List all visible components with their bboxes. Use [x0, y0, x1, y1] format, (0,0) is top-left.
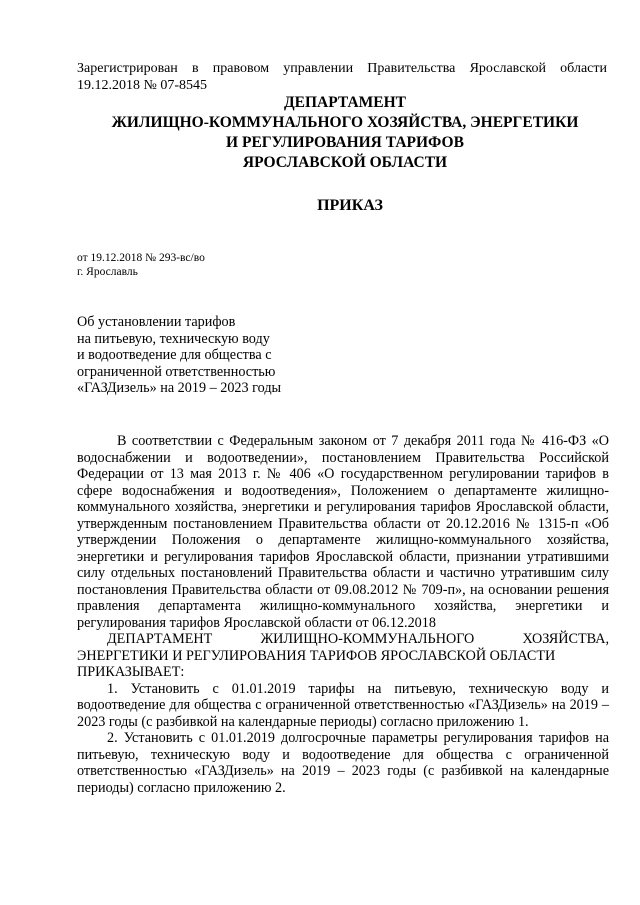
- subject-line: Об установлении тарифов: [77, 314, 236, 330]
- orders-heading-line: ПРИКАЗЫВАЕТ:: [77, 664, 185, 680]
- order-date: от 19.12.2018 № 293-вс/во: [77, 252, 205, 264]
- order-city: г. Ярославль: [77, 266, 138, 278]
- order-subject: [77, 314, 281, 397]
- order-item-1: 1. Установить с 01.01.2019 тарифы на питьевую, техническую воду и водоотведение для общества с ограниченной ответственностью «ГАЗДизель» на 2019 – 2023 годы (с разбивкой на календарные периоды) согласно приложению 1.: [77, 680, 609, 730]
- orders-heading-line: ЭНЕРГЕТИКИ И РЕГУЛИРОВАНИЯ ТАРИФОВ ЯРОСЛАВСКОЙ ОБЛАСТИ: [77, 647, 556, 664]
- department-line: И РЕГУЛИРОВАНИЯ ТАРИФОВ: [226, 134, 464, 151]
- subject-line: ограниченной ответственностью: [77, 363, 276, 380]
- order-item-2: 2. Установить с 01.01.2019 долгосрочные параметры регулирования тарифов на питьевую, техническую воду и водоотведение для общества с ограниченной ответственностью «ГАЗДизель» на 2019 – 2023 годы (с разбивкой на календарные периоды) согласно приложению 2.: [77, 730, 609, 796]
- registration-note: Зарегистрирован в правовом управлении Правительства Ярославской области 19.12.2018 № 07-8545: [77, 61, 607, 93]
- department-header: [60, 93, 630, 173]
- preamble-paragraph: В соответствии с Федеральным законом от 7 декабря 2011 года № 416-ФЗ «О водоснабжении и водоотведении», постановлением Правительства Российской Федерации от 13 мая 2013 г. № 406 «О государственном регулировании тарифов в сфере водоснабжения и водоотведения», Положением о департаменте жилищно-коммунального хозяйства, энергетики и регулирования тарифов Ярославской области, утвержденным постановлением Правительства области от 20.12.2016 № 1315-п «Об утверждении Положения о департаменте жилищно-коммунального хозяйства, энергетики и регулирования тарифов Ярославской области, признании утратившими силу отдельных постановлений Правительства области и частично утратившим силу постановления Правительства области от 09.08.2012 № 709-п», на основании решения правления департамента жилищно-коммунального хозяйства, энергетики и регулирования тарифов Ярославской области от 06.12.2018: [77, 433, 609, 631]
- order-meta: [77, 251, 205, 279]
- department-line: ЖИЛИЩНО-КОММУНАЛЬНОГО ХОЗЯЙСТВА, ЭНЕРГЕТИКИ: [111, 114, 579, 131]
- department-line: ДЕПАРТАМЕНТ: [283, 94, 407, 111]
- orders-heading-line: ДЕПАРТАМЕНТ ЖИЛИЩНО-КОММУНАЛЬНОГО ХОЗЯЙСТВА,: [107, 631, 609, 647]
- subject-line: и водоотведение для общества с: [77, 347, 272, 363]
- subject-line: на питьевую, техническую воду: [77, 330, 270, 347]
- subject-line: «ГАЗДизель» на 2019 – 2023 годы: [77, 380, 282, 396]
- document-type-title: ПРИКАЗ: [317, 197, 383, 214]
- order-body: [77, 433, 609, 796]
- department-line: ЯРОСЛАВСКОЙ ОБЛАСТИ: [242, 154, 448, 171]
